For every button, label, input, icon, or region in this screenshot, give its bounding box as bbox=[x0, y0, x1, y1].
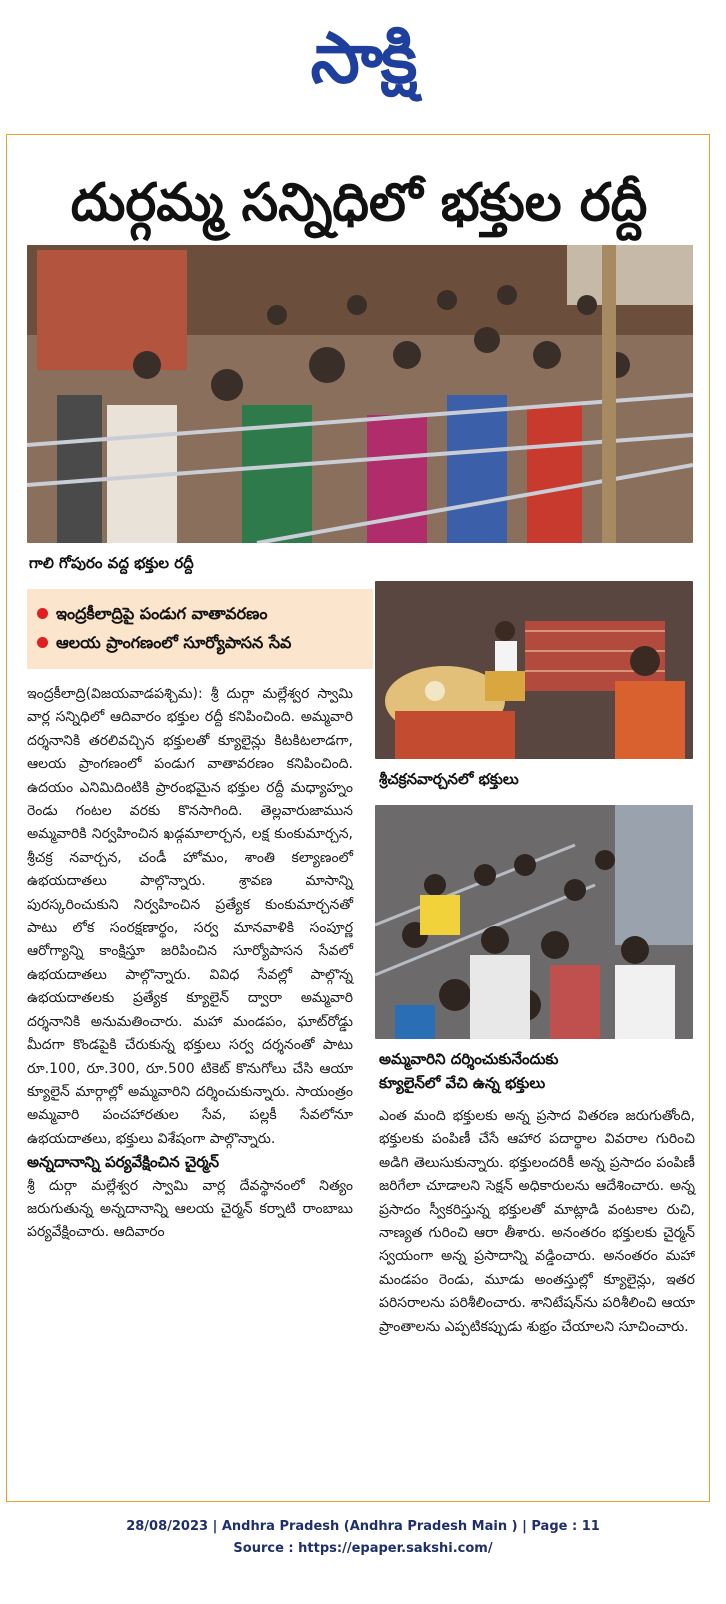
queue-line-photo bbox=[375, 805, 693, 1039]
crowd-illustration bbox=[27, 245, 693, 543]
article-body-left bbox=[27, 683, 353, 1245]
photo3-caption-line2: క్యూలైన్‌లో వేచి ఉన్న భక్తులు bbox=[379, 1074, 546, 1092]
body-paragraph: ఎంత మంది భక్తులకు అన్న ప్రసాద వితరణ జరుగుతోంది, భక్తులకు పంపిణీ చేసే ఆహార పదార్థాల వివరాల గురించి అడిగి తెలుసుకున్నారు. భక్తులందరికీ అన్న ప్రసాదం పంపిణీ జరిగేలా చూడాలని సెక్షన్ అధికారులను ఆదేశించారు. అన్న ప్రసాదం స్వీకరిస్తున్న భక్తులతో మాట్లాడి వంటకాల రుచి, నాణ్యత గురించి ఆరా తీశారు. అనంతరం భక్తులకు చైర్మన్ స్వయంగా అన్న ప్రసాదాన్ని వడ్డించారు. అనంతరం మహా మండపం రెండు, మూడు అంతస్తుల్లో క్యూలైన్లు, ఇతర పరిసరాలను పరిశీలించారు. శానిటేషన్‌ను పరిశీలించి ఆయా ప్రాంతాలను ఎప్పటికప్పుడు శుభ్రం చేయాలని సూచించారు. bbox=[379, 1108, 695, 1335]
puja-illustration bbox=[375, 581, 693, 759]
article-subheading: అన్నదానాన్ని పర్యవేక్షించిన చైర్మన్ bbox=[27, 1153, 220, 1172]
news-clipping bbox=[6, 134, 710, 1502]
bullet-dot-icon bbox=[37, 637, 48, 648]
photo3-caption-line1: అమ్మవారిని దర్శించుకునేందుకు bbox=[379, 1050, 559, 1068]
main-crowd-photo bbox=[27, 245, 693, 543]
article-headline: దుర్గమ్మ సన్నిధిలో భక్తుల రద్దీ bbox=[70, 173, 648, 233]
highlight-item: ఆలయ ప్రాంగణంలో సూర్యోపాసన సేవ bbox=[37, 628, 363, 657]
page-footer bbox=[0, 1516, 726, 1560]
photo3-caption bbox=[379, 1047, 558, 1095]
highlight-item: ఇంద్రకీలాద్రిపై పండుగ వాతావరణం bbox=[37, 599, 363, 628]
highlights-box bbox=[27, 589, 373, 669]
sri-chakra-puja-photo bbox=[375, 581, 693, 759]
photo2-caption: శ్రీచక్రనవార్చనలో భక్తులు bbox=[379, 770, 519, 788]
queue-illustration bbox=[375, 805, 693, 1039]
footer-source: Source : https://epaper.sakshi.com/ bbox=[233, 1541, 493, 1556]
article-body-right bbox=[379, 1105, 695, 1339]
footer-edition-info: 28/08/2023 | Andhra Pradesh (Andhra Pradesh Main ) | Page : 11 bbox=[126, 1519, 600, 1534]
masthead bbox=[0, 8, 726, 108]
body-paragraph: శ్రీ దుర్గా మల్లేశ్వర స్వామి వార్ల దేవస్థానంలో నిత్యం జరుగుతున్న అన్నదానాన్ని ఆలయ చైర్మన్ కర్నాటి రాంబాబు పర్యవేక్షించారు. ఆదివారం bbox=[27, 1177, 353, 1241]
sakshi-logo: సాక్షి bbox=[310, 17, 416, 99]
bullet-dot-icon bbox=[37, 608, 48, 619]
body-paragraph: ఇంద్రకీలాద్రి(విజయవాడపశ్చిమ): శ్రీ దుర్గా మల్లేశ్వర స్వామి వార్ల సన్నిధిలో ఆదివారం భక్తుల రద్దీ కనిపించింది. అమ్మవారి దర్శనానికి తరలివచ్చిన భక్తులతో క్యూలైన్లు కిటకిటలాడగా, ఆలయ ప్రాంగణంలో పండుగ వాతావరణం కనిపించింది. ఉదయం ఎనిమిదింటికి ప్రారంభమైన భక్తుల రద్దీ మధ్యాహ్నం రెండు గంటల వరకు కొనసాగింది. తెల్లవారుజామున అమ్మవారికి నిర్వహించిన ఖడ్గమాలార్చన, లక్ష కుంకుమార్చన, శ్రీచక్ర నవార్చన, చండీ హోమం, శాంతి కల్యాణంలో ఉభయదాతలు పాల్గొన్నారు. శ్రావణ మాసాన్ని పురస్కరించుకుని నిర్వహించిన ప్రత్యేక కుంకుమార్చనతో పాటు లోక సంరక్షణార్థం, సర్వ మానవాళికి సంపూర్ణ ఆరోగ్యాన్ని కాంక్షిస్తూ జరిపించిన సూర్యోపాసన సేవలో ఉభయదాతలు పాల్గొన్నారు. వివిధ సేవల్లో పాల్గొన్న ఉభయదాతలకు ప్రత్యేక క్యూలైన్ ద్వారా అమ్మవారి దర్శనానికి అనుమతించారు. మహా మండపం, ఘాట్‌రోడ్డు మీదగా కొండపైకి చేరుకున్న భక్తులు సర్వ దర్శనంతో పాటు రూ.100, రూ.300, రూ.500 టికెట్ కొనుగోలు చేసి ఆయా క్యూలైన్ మార్గాల్లో అమ్మవారిని దర్శించుకున్నారు. సాయంత్రం అమ్మవారి పంచహారతుల సేవ, పల్లకీ సేవలోనూ ఉభయదాతలు, భక్తులు విశేషంగా పాల్గొన్నారు. bbox=[27, 686, 353, 1147]
main-photo-caption: గాలి గోపురం వద్ద భక్తుల రద్దీ bbox=[29, 554, 194, 572]
